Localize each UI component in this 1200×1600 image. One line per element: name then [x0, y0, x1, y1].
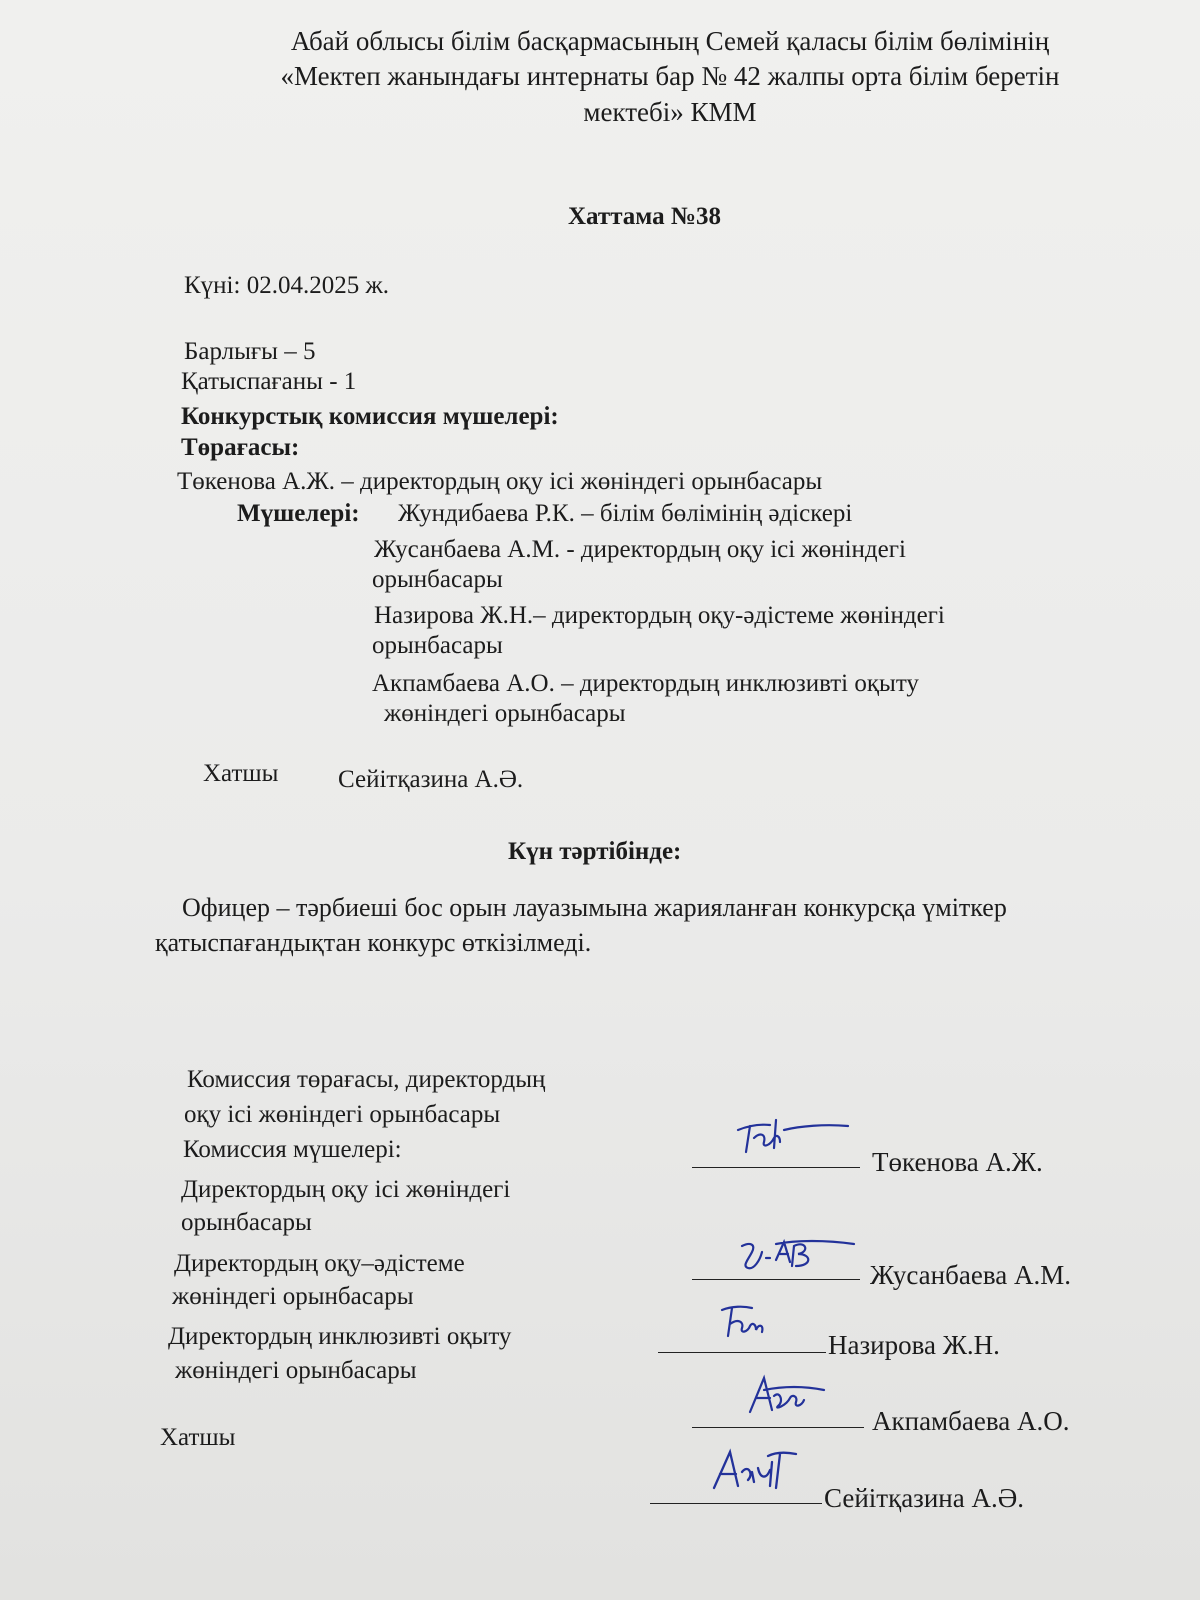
header-line-1: Абай облысы білім басқармасының Семей қаласы білім бөлімінің [290, 26, 1050, 56]
handwritten-signature [736, 1230, 866, 1276]
signer-name: Жусанбаева А.М. [870, 1260, 1071, 1290]
protocol-title: Хаттама №38 [568, 203, 722, 230]
signer-name: Акпамбаева А.О. [872, 1406, 1070, 1436]
signature-label: орынбасары [181, 1209, 312, 1236]
signature-label: жөніндегі орынбасары [172, 1283, 414, 1310]
signature-line [658, 1352, 826, 1353]
signature-label: Комиссия төрағасы, директордың [187, 1066, 546, 1093]
signature-line [692, 1427, 864, 1428]
chair-label: Төрағасы: [181, 434, 300, 461]
signature-label: Директордың оқу–әдістеме [174, 1250, 465, 1277]
header-line-2: «Мектеп жанындағы интернаты бар № 42 жалпы орта білім беретін [280, 61, 1060, 91]
member-line: орынбасары [372, 632, 503, 659]
signature-line [650, 1503, 822, 1504]
member-line: жөніндегі орынбасары [384, 700, 626, 727]
signer-name: Назирова Ж.Н. [828, 1330, 1000, 1360]
member-line: Акпамбаева А.О. – директордың инклюзивті оқыту [372, 670, 919, 697]
agenda-text-line-2: қатыспағандықтан конкурс өткізілмеді. [155, 928, 592, 957]
agenda-text-line-1: Офицер – тәрбиеші бос орын лауазымына жарияланған конкурсқа үміткер [182, 893, 1007, 922]
agenda-heading: Күн тәртібінде: [508, 838, 682, 865]
handwritten-signature [710, 1442, 810, 1498]
header-line-3: мектебі» КММ [583, 97, 757, 127]
signature-label: жөніндегі орынбасары [175, 1357, 417, 1384]
commission-heading: Конкурстық комиссия мүшелері: [181, 403, 559, 430]
signature-label: Комиссия мүшелері: [183, 1136, 402, 1163]
handwritten-signature [716, 1298, 796, 1344]
signer-name: Сейітқазина А.Ә. [824, 1483, 1024, 1513]
signature-label: Директордың оқу ісі жөніндегі [181, 1176, 511, 1203]
signature-line [692, 1167, 860, 1168]
secretary-name: Сейітқазина А.Ә. [338, 766, 524, 793]
signature-label: оқу ісі жөніндегі орынбасары [184, 1101, 501, 1128]
handwritten-signature [730, 1108, 860, 1158]
handwritten-signature [744, 1372, 834, 1422]
member-line: орынбасары [372, 566, 503, 593]
signature-label: Директордың инклюзивті оқыту [168, 1323, 512, 1350]
signature-line [692, 1279, 860, 1280]
signer-name: Төкенова А.Ж. [872, 1147, 1043, 1177]
member-line: Жундибаева Р.К. – білім бөлімінің әдіскері [398, 500, 853, 527]
members-label: Мүшелері: [237, 500, 360, 527]
member-line: Назирова Ж.Н.– директордың оқу-әдістеме жөніндегі [374, 602, 945, 629]
member-line: Жусанбаева А.М. - директордың оқу ісі жөніндегі [374, 536, 906, 563]
total-count: Барлығы – 5 [184, 338, 316, 365]
secretary-label: Хатшы [203, 760, 279, 787]
absent-count: Қатыспағаны - 1 [181, 368, 357, 395]
chair-entry: Төкенова А.Ж. – директордың оқу ісі жөніндегі орынбасары [177, 468, 823, 495]
signature-label: Хатшы [160, 1424, 236, 1451]
protocol-date: Күні: 02.04.2025 ж. [184, 272, 389, 299]
